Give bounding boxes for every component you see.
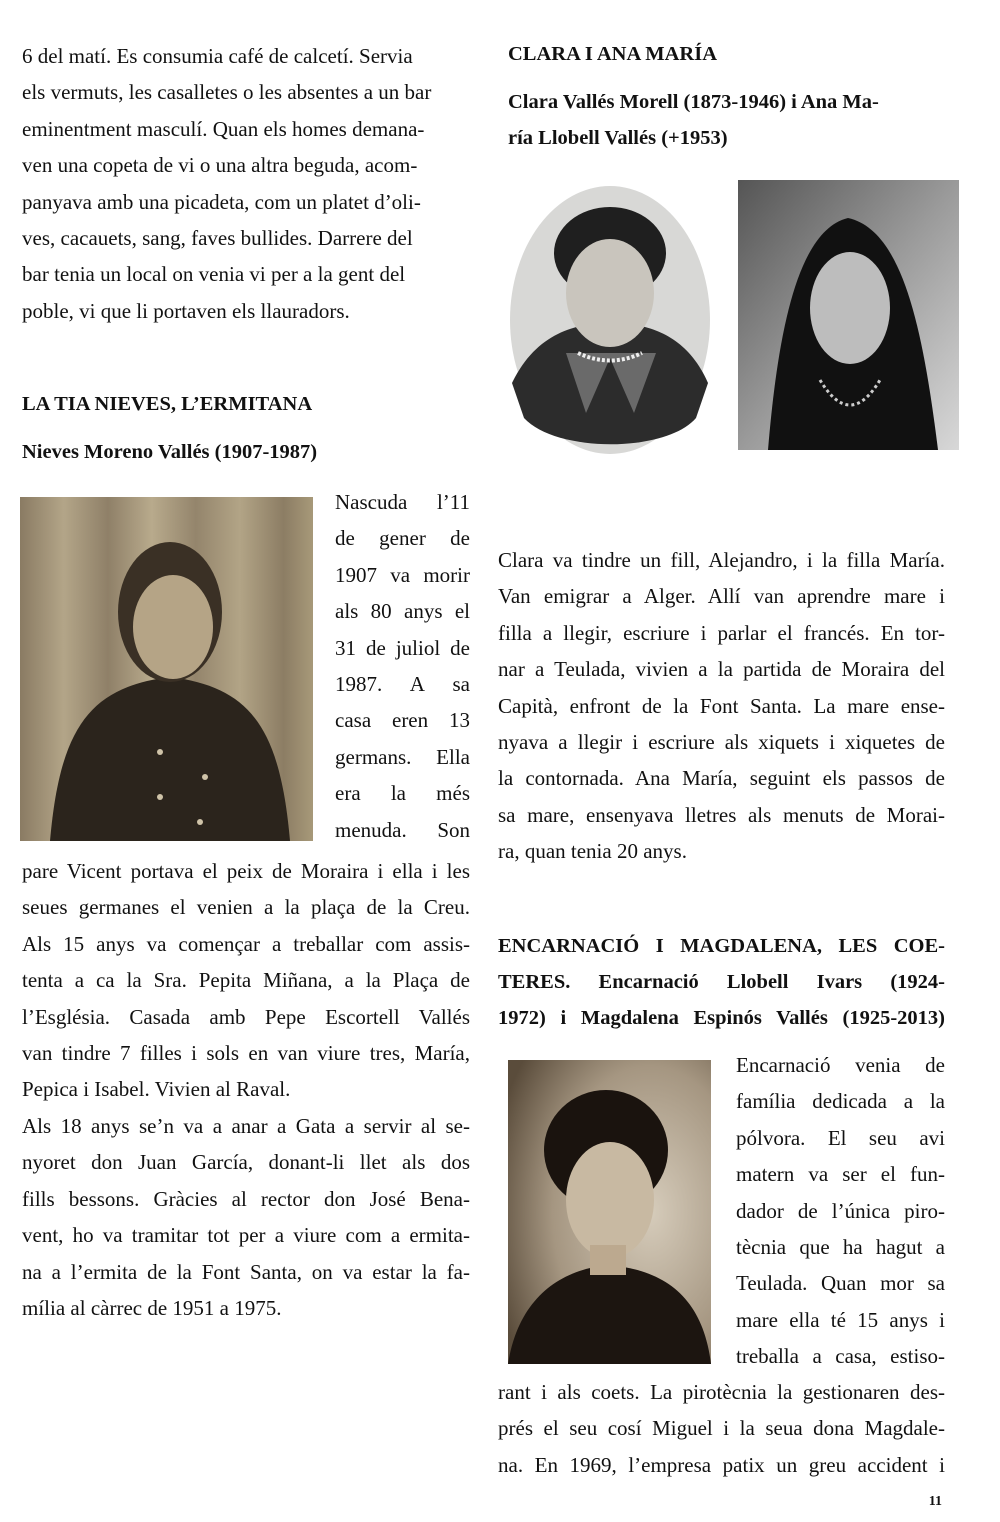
text-line: seues germanes el venien a la plaça de la Creu. — [22, 895, 470, 920]
text-line: casa eren 13 — [335, 708, 470, 733]
text-line: ves, cacauets, sang, faves bullides. Darrere del — [22, 226, 413, 251]
text-line: Clara va tindre un fill, Alejandro, i la filla María. — [498, 548, 945, 572]
portrait-photo-nieves — [20, 497, 313, 841]
text-line: Nascuda l’11 — [335, 490, 470, 514]
wrap-text-encarnacio — [736, 1047, 945, 1375]
text-line: nyava a llegir i escriure als xiquets i xiquetes de — [498, 730, 945, 755]
text-line: 31 de juliol de — [335, 635, 470, 660]
text-line: panyava amb una picadeta, com un platet d’oli- — [22, 189, 421, 214]
portrait-photo-ana-maria — [738, 180, 959, 450]
text-line: eminentment masculí. Quan els homes demana- — [22, 116, 425, 141]
wrap-text-nieves — [335, 484, 470, 848]
section-heading-encarnacio — [498, 928, 945, 1036]
text-line: poble, vi que li portaven els llauradors. — [22, 298, 350, 323]
text-line: treballa a casa, estiso- — [736, 1344, 945, 1369]
subheading-line: ría Llobell Vallés (+1953) — [508, 127, 728, 149]
text-line: nar a Teulada, vivien a la partida de Moraira del — [498, 657, 945, 682]
text-line: 1987. A sa — [335, 672, 470, 697]
text-line: 6 del matí. Es consumia café de calcetí. Servia — [22, 44, 413, 68]
text-line: vent, ho va tramitar tot per a viure com a ermita- — [22, 1223, 470, 1248]
text-line: 1907 va morir — [335, 562, 470, 587]
heading-line: TERES. Encarnació Llobell Ivars (1924- — [498, 971, 945, 993]
heading-line: 1972) i Magdalena Espinós Vallés (1925-2013) — [498, 1007, 945, 1029]
text-line: tècnia que ha hagut a — [736, 1235, 945, 1260]
intro-paragraph — [22, 38, 470, 329]
text-line: tenta a ca la Sra. Pepita Miñana, a la Plaça de — [22, 968, 470, 993]
text-line: germans. Ella — [335, 744, 470, 769]
section-heading-nieves: LA TIA NIEVES, L’ERMITANA — [22, 393, 313, 415]
text-line: rant i als coets. La pirotècnia la gestionaren des- — [498, 1380, 945, 1404]
text-line: de gener de — [335, 526, 470, 551]
text-line: Als 15 anys va començar a treballar com assis- — [22, 931, 470, 956]
text-line: la contornada. Ana María, seguint els passos de — [498, 766, 945, 791]
text-line: ven una copeta de vi o una altra beguda, acom- — [22, 153, 418, 178]
text-line: nyoret don Juan García, donant-li llet als dos — [22, 1150, 470, 1175]
text-line: na a l’ermita de la Font Santa, on va estar la fa- — [22, 1259, 470, 1284]
text-line: mília al càrrec de 1951 a 1975. — [22, 1296, 282, 1321]
text-line: fills bessons. Gràcies al rector don José Bena- — [22, 1186, 470, 1211]
paragraph-encarnacio — [498, 1374, 945, 1483]
text-line: dador de l’única piro- — [736, 1198, 945, 1223]
text-line: ra, quan tenia 20 anys. — [498, 839, 687, 864]
text-line: pólvora. El seu avi — [736, 1125, 945, 1150]
portrait-photo-clara — [506, 183, 714, 458]
text-line: menuda. Son — [335, 817, 470, 842]
text-line: l’Església. Casada amb Pepe Escortell Vallés — [22, 1004, 470, 1029]
text-line: filla a llegir, escriure i parlar el francés. En tor- — [498, 620, 945, 645]
section-subheading-clara — [508, 84, 945, 156]
text-line: els vermuts, les casalletes o les absentes a un bar — [22, 80, 432, 105]
text-line: pare Vicent portava el peix de Moraira i ella i les — [22, 859, 470, 883]
text-line: na. En 1969, l’empresa patix un greu accident i — [498, 1452, 945, 1477]
text-line: bar tenia un local on venia vi per a la gent del — [22, 262, 406, 287]
section-subheading-nieves: Nieves Moreno Vallés (1907-1987) — [22, 441, 318, 463]
section-heading-clara: CLARA I ANA MARÍA — [508, 43, 718, 65]
text-line: als 80 anys el — [335, 599, 470, 624]
subheading-line: Clara Vallés Morell (1873-1946) i Ana Ma- — [508, 91, 879, 113]
paragraph-nieves-1 — [22, 853, 470, 1108]
text-line: matern va ser el fun- — [736, 1162, 945, 1187]
text-line: Als 18 anys se’n va a anar a Gata a servir al se- — [22, 1114, 470, 1138]
text-line: era la més — [335, 781, 470, 806]
text-line: van tindre 7 filles i sols en van viure tres, María, — [22, 1041, 470, 1066]
text-line: Teulada. Quan mor sa — [736, 1271, 945, 1296]
text-line: Van emigrar a Alger. Allí van aprendre mare i — [498, 584, 945, 609]
text-line: mare ella té 15 anys i — [736, 1307, 945, 1332]
paragraph-clara — [498, 542, 945, 870]
page-number: 11 — [928, 1494, 942, 1509]
text-line: família dedicada a la — [736, 1089, 945, 1114]
paragraph-nieves-2 — [22, 1108, 470, 1326]
text-line: Capità, enfront de la Font Santa. La mare ense- — [498, 693, 945, 718]
text-line: prés el seu cosí Miguel i la seua dona Magdale- — [498, 1416, 945, 1441]
portrait-photo-encarnacio — [508, 1060, 711, 1364]
text-line: Pepica i Isabel. Vivien al Raval. — [22, 1077, 291, 1102]
text-line: sa mare, ensenyava lletres als menuts de Morai- — [498, 802, 945, 827]
heading-line: ENCARNACIÓ I MAGDALENA, LES COE- — [498, 935, 945, 957]
text-line: Encarnació venia de — [736, 1053, 945, 1077]
